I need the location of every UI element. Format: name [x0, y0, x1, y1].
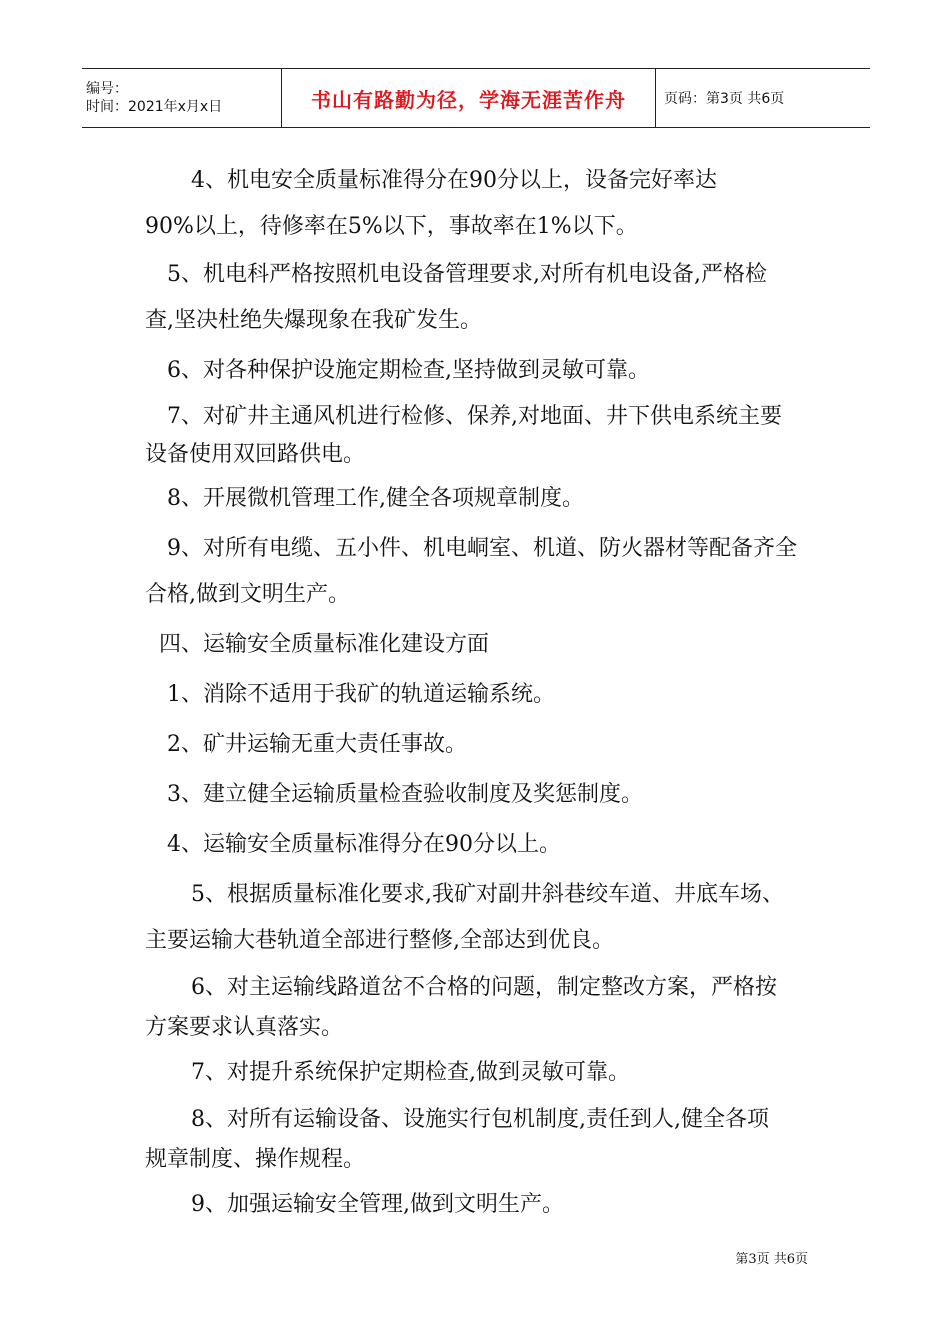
paragraph — [145, 822, 815, 868]
header-motto-cell — [282, 69, 656, 127]
paragraph-line: 规章制度、操作规程。 — [145, 1147, 366, 1172]
paragraph-line: 9、对所有电缆、五小件、机电峒室、机道、防火器材等配备齐全 — [167, 536, 797, 561]
footer-page-number: 第3页 共6页 — [735, 1252, 808, 1267]
paragraph-line: 方案要求认真落实。 — [145, 1015, 344, 1040]
document-number-label: 编号： — [86, 81, 128, 97]
paragraph — [145, 252, 815, 344]
paragraph-line: 2、矿井运输无重大责任事故。 — [167, 732, 467, 757]
paragraph-line: 1、消除不适用于我矿的轨道运输系统。 — [167, 682, 555, 707]
paragraph-line: 7、对矿井主通风机进行检修、保养,对地面、井下供电系统主要 — [167, 404, 782, 429]
paragraph-line: 7、对提升系统保护定期检查,做到灵敏可靠。 — [191, 1060, 630, 1085]
paragraph — [145, 672, 815, 718]
paragraph-line: 主要运输大巷轨道全部进行整修,全部达到优良。 — [145, 928, 614, 953]
paragraph-line: 查,坚决杜绝失爆现象在我矿发生。 — [145, 308, 482, 333]
paragraph-line: 设备使用双回路供电。 — [145, 442, 366, 467]
section-heading-text: 四、运输安全质量标准化建设方面 — [159, 632, 490, 657]
paragraph — [145, 1050, 815, 1096]
paragraph — [145, 348, 815, 394]
header-page-number: 页码：第3页 共6页 — [664, 91, 785, 107]
paragraph — [145, 526, 815, 618]
document-header — [82, 68, 870, 128]
paragraph — [145, 968, 815, 1048]
paragraph-line: 8、开展微机管理工作,健全各项规章制度。 — [167, 486, 584, 511]
header-page-cell — [656, 69, 870, 127]
paragraph — [145, 476, 815, 522]
document-time-label: 时间：2021年x月x日 — [86, 99, 223, 115]
header-motto: 书山有路勤为径，学海无涯苦作舟 — [311, 87, 626, 112]
paragraph — [145, 772, 815, 818]
paragraph-line: 6、对主运输线路道岔不合格的问题，制定整改方案，严格按 — [191, 975, 777, 1000]
paragraph-line: 4、运输安全质量标准得分在90分以上。 — [167, 832, 561, 857]
paragraph — [145, 722, 815, 768]
section-heading — [145, 622, 815, 668]
paragraph — [145, 1182, 815, 1228]
paragraph-line: 90%以上，待修率在5%以下，事故率在1%以下。 — [145, 214, 638, 239]
paragraph-line: 合格,做到文明生产。 — [145, 582, 350, 607]
paragraph-line: 4、机电安全质量标准得分在90分以上，设备完好率达 — [191, 168, 717, 193]
page-footer — [735, 1248, 808, 1267]
paragraph-line: 6、对各种保护设施定期检查,坚持做到灵敏可靠。 — [167, 358, 650, 383]
paragraph — [145, 158, 815, 250]
paragraph-line: 5、根据质量标准化要求,我矿对副井斜巷绞车道、井底车场、 — [191, 882, 784, 907]
paragraph — [145, 872, 815, 964]
document-body — [145, 158, 815, 1228]
paragraph-line: 3、建立健全运输质量检查验收制度及奖惩制度。 — [167, 782, 643, 807]
paragraph-line: 8、对所有运输设备、设施实行包机制度,责任到人,健全各项 — [191, 1107, 769, 1132]
paragraph-line: 5、机电科严格按照机电设备管理要求,对所有机电设备,严格检 — [167, 262, 767, 287]
paragraph — [145, 1100, 815, 1180]
header-meta-cell — [82, 69, 282, 127]
paragraph — [145, 398, 815, 474]
paragraph-line: 9、加强运输安全管理,做到文明生产。 — [191, 1192, 564, 1217]
